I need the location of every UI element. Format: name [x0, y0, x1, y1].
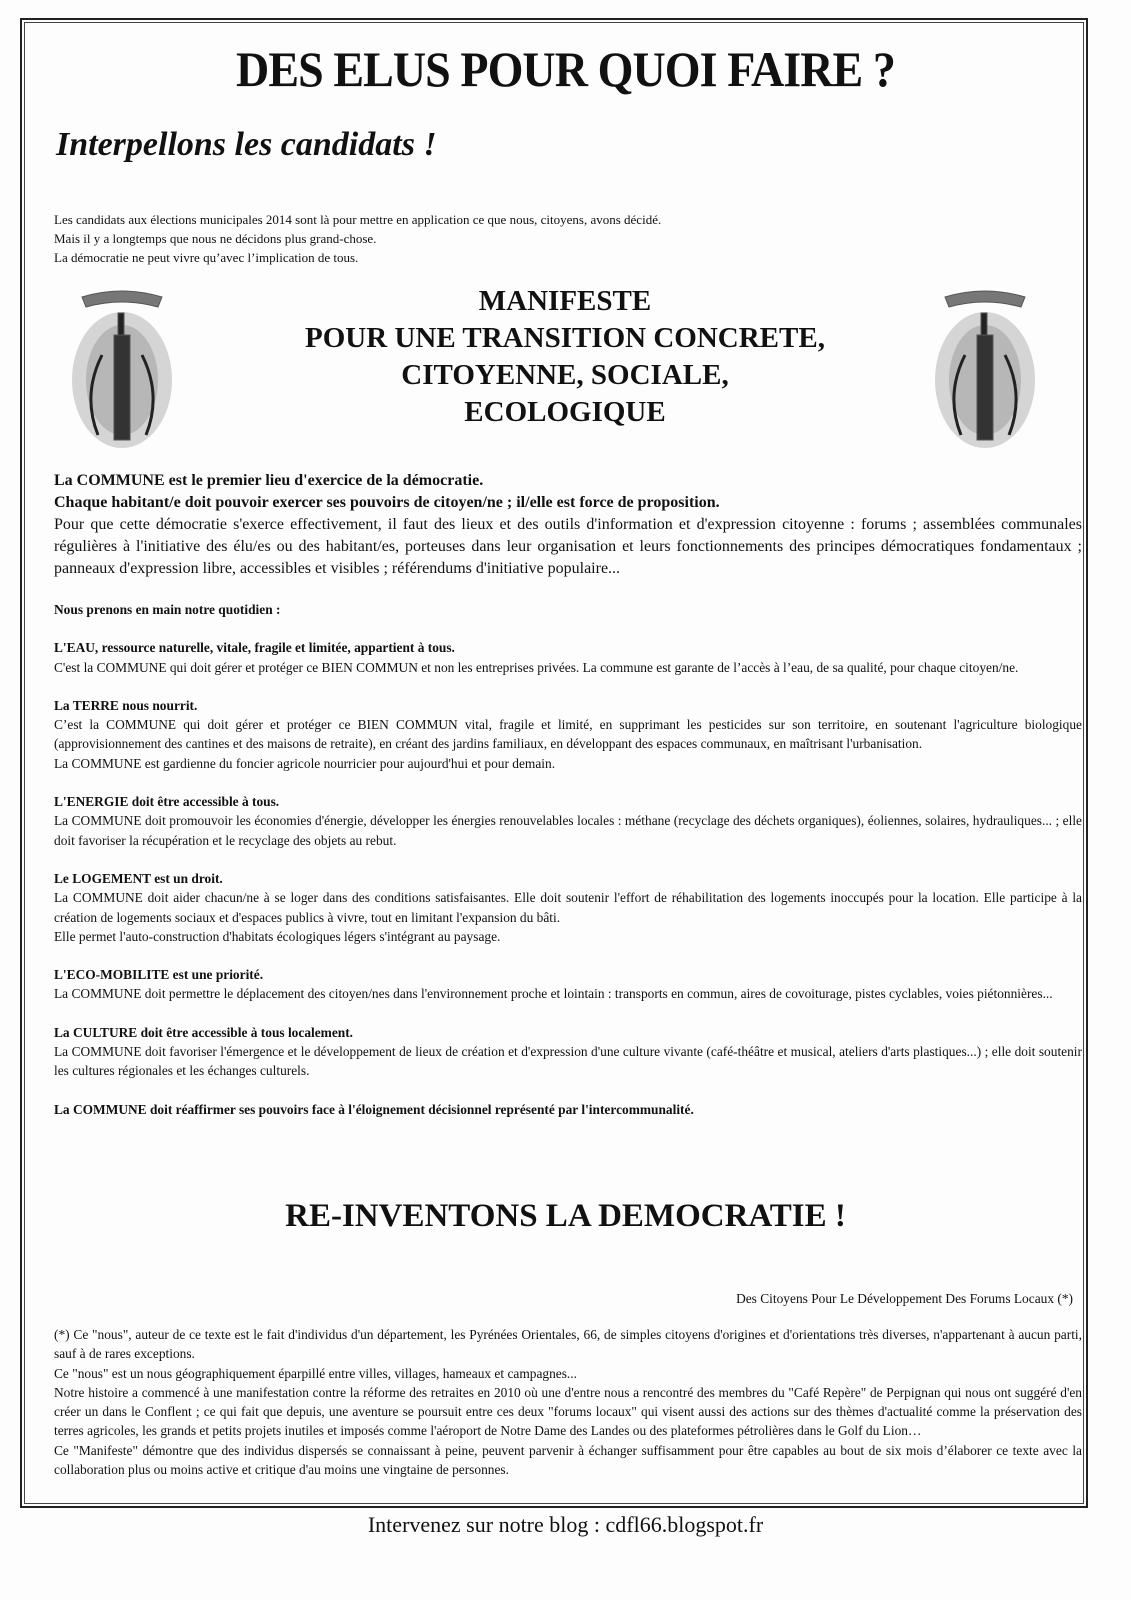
footnote: [54, 1325, 1082, 1479]
signature: Des Citoyens Pour Le Développement Des Forums Locaux (*): [736, 1291, 1073, 1306]
manifesto-body: [54, 470, 1082, 1138]
section: [54, 792, 1082, 850]
intro-text: [54, 210, 1054, 267]
page-subtitle: Interpellons les candidats !: [56, 126, 437, 163]
section-title: L'ECO-MOBILITE est une priorité.: [54, 967, 264, 983]
section-title: La CULTURE doit être accessible à tous localement.: [54, 1024, 354, 1040]
section: [54, 965, 1082, 1004]
closing-statement: La COMMUNE doit réaffirmer ses pouvoirs face à l'éloignement décisionnel représenté par l'intercommunalité.: [54, 1101, 694, 1117]
footnote-line: Notre histoire a commencé à une manifestation contre la réforme des retraites en 2010 où une d'entre nous a rencontré des membres du "Café Repère" de Perpignan qui nous ont suggéré d'en créer un dans le Conflent ; ce qui fait que depuis, une aventure se poursuit entre ces deux "forums locaux" qui visent aussi des actions sur des thèmes d'actualité comme la préservation des terres agricoles, les grands et petits projets inutiles et imposés comme l'aéroport de Notre Dame des Landes ou des plateformes pétrolières dans le Golf du Lion…: [54, 1384, 1082, 1439]
manifesto-heading-line: MANIFESTE: [478, 285, 652, 317]
intro-line: La démocratie ne peut vivre qu’avec l’implication de tous.: [54, 250, 359, 265]
fasces-emblem-icon: [62, 285, 182, 460]
manifesto-heading-line: ECOLOGIQUE: [464, 396, 666, 428]
section: [54, 869, 1082, 946]
manifesto-heading: [230, 283, 900, 431]
section: [54, 1023, 1082, 1081]
section-text: La COMMUNE doit promouvoir les économies d'énergie, développer les énergies renouvelables locales : méthane (recyclage des déchets organiques), éoliennes, solaires, hydrauliques... ; elle doit favoriser la récupération et le recyclage des objets au rebut.: [54, 813, 1082, 848]
section: [54, 638, 1082, 677]
lead-text: Pour que cette démocratie s'exerce effectivement, il faut des lieux et des outils d'information et d'expression citoyenne : forums ; assemblées communales régulières à l'initiative des élu/es ou des habitant/es, porteuses dans leur organisation et leurs fonctionnements des principes démocratiques fondamentaux ; panneaux d'expression libre, accessibles et visibles ; référendums d'initiative populaire...: [54, 516, 1082, 577]
section-text: La COMMUNE doit favoriser l'émergence et le développement de lieux de création et d'expression d'une culture vivante (café-théâtre et musical, ateliers d'arts plastiques...) ; elle doit soutenir les cultures régionales et les échanges culturels.: [54, 1044, 1082, 1079]
page-title: DES ELUS POUR QUOI FAIRE ?: [236, 41, 895, 97]
section-title: L'ENERGIE doit être accessible à tous.: [54, 794, 280, 810]
lead-statement: Chaque habitant/e doit pouvoir exercer ses pouvoirs de citoyen/ne ; il/elle est force de proposition.: [54, 494, 720, 511]
section-text: La COMMUNE doit permettre le déplacement des citoyen/nes dans l'environnement proche et lointain : transports en commun, aires de covoiturage, pistes cyclables, voies piétonnières...: [54, 986, 1053, 1002]
intro-line: Mais il y a longtemps que nous ne décidons plus grand-chose.: [54, 231, 377, 246]
section-text: La COMMUNE doit aider chacun/ne à se loger dans des conditions satisfaisantes. Elle doit soutenir l'effort de réhabilitation des logements inoccupés pour la location. Elle participe à la création de logements sociaux et d'espaces publics à vivre, tout en limitant l'expansion du bâti.: [54, 890, 1082, 925]
section: [54, 696, 1082, 773]
lead-statement: La COMMUNE est le premier lieu d'exercice de la démocratie.: [54, 472, 484, 489]
footnote-line: (*) Ce "nous", auteur de ce texte est le fait d'individus d'un département, les Pyrénées Orientales, 66, de simples citoyens d'origines et d'orientations très diverses, n'appartenant à aucun parti, sauf à de rares exceptions.: [54, 1327, 1082, 1362]
blog-link[interactable]: Intervenez sur notre blog : cdfl66.blogspot.fr: [367, 1512, 764, 1537]
footnote-line: Ce "Manifeste" démontre que des individus dispersés se connaissant à peine, peuvent parvenir à échanger suffisamment pour être capables au bout de six mois d’élaborer ce texte avec la collaboration plus ou moins active et critique d'au moins une vingtaine de personnes.: [54, 1442, 1082, 1478]
manifesto-heading-line: POUR UNE TRANSITION CONCRETE,: [305, 322, 825, 354]
intro-line: Les candidats aux élections municipales 2014 sont là pour mettre en application ce que nous, citoyens, avons décidé.: [54, 212, 662, 227]
footnote-line: Ce "nous" est un nous géographiquement éparpillé entre villes, villages, hameaux et campagnes...: [54, 1365, 577, 1381]
section-text: C'est la COMMUNE qui doit gérer et protéger ce BIEN COMMUN et non les entreprises privées. La commune est garante de l’accès à l’eau, de sa qualité, pour chaque citoyen/ne.: [54, 659, 1019, 675]
section-text: La COMMUNE est gardienne du foncier agricole nourricier pour aujourd'hui et pour demain.: [54, 755, 556, 771]
section-text: C’est la COMMUNE qui doit gérer et protéger ce BIEN COMMUN vital, fragile et limité, en supprimant les pesticides sur son territoire, en soutenant l'agriculture biologique (approvisionnement des cantines et des maisons de retraite), en créant des jardins familiaux, en développant des espaces communaux, en maîtrisant l'urbanisation.: [54, 717, 1082, 752]
quotidien-heading: Nous prenons en main notre quotidien :: [54, 602, 281, 617]
section-text: Elle permet l'auto-construction d'habitats écologiques légers s'intégrant au paysage.: [54, 928, 501, 944]
call-to-action: RE-INVENTONS LA DEMOCRATIE !: [285, 1198, 846, 1234]
section-title: Le LOGEMENT est un droit.: [54, 870, 223, 886]
section-title: L'EAU, ressource naturelle, vitale, fragile et limitée, appartient à tous.: [54, 640, 455, 656]
section-title: La TERRE nous nourrit.: [54, 697, 198, 713]
fasces-emblem-icon: [925, 285, 1045, 460]
manifesto-heading-line: CITOYENNE, SOCIALE,: [401, 359, 729, 391]
